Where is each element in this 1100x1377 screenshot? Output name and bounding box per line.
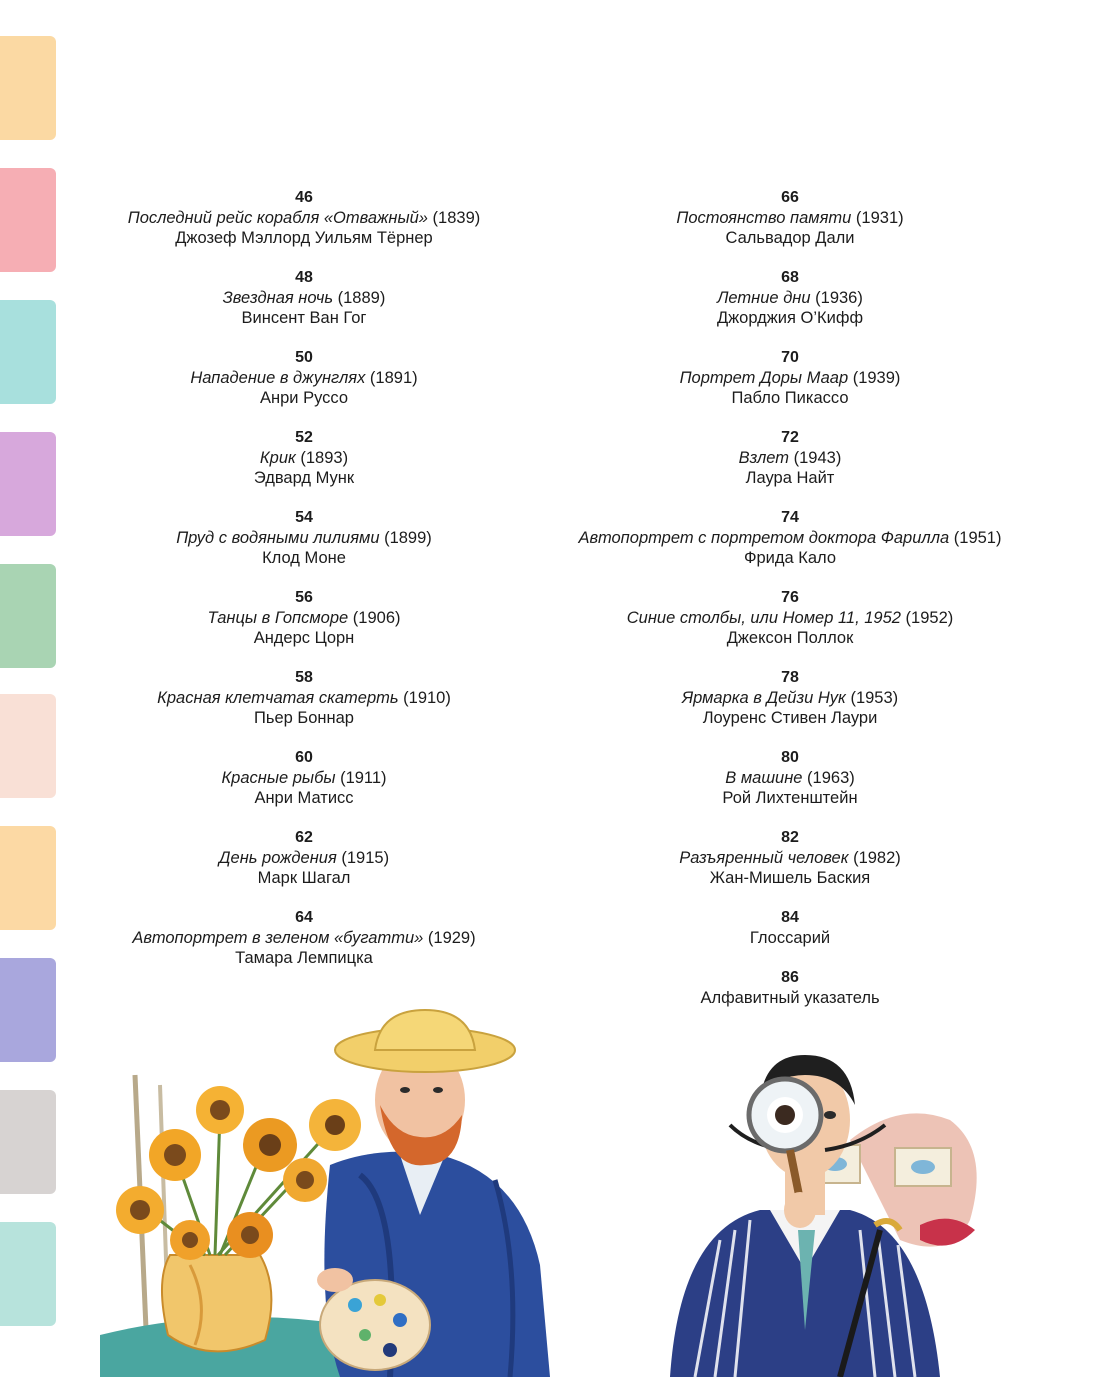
artwork-year: (1899) xyxy=(379,529,432,547)
artist-name: Эдвард Мунк xyxy=(253,469,355,487)
toc-entry[interactable] xyxy=(104,348,504,428)
artwork-year: (1911) xyxy=(335,769,387,787)
artist-name: Джорджия О’Кифф xyxy=(716,309,864,327)
artist-name: Пабло Пикассо xyxy=(731,389,849,407)
artist-name: Лоуренс Стивен Лаури xyxy=(702,709,878,727)
swatch-yellow xyxy=(0,826,56,930)
artwork-title: Портрет Доры Маар xyxy=(679,369,849,387)
artwork-year: (1906) xyxy=(348,609,401,627)
toc-left-column xyxy=(104,188,504,988)
artwork-title: Летние дни xyxy=(717,289,811,307)
artwork-title: Синие столбы, или Номер 11, 1952 xyxy=(626,609,901,627)
artwork-title: Крик xyxy=(259,449,296,467)
swatch-blush xyxy=(0,694,56,798)
artwork-year: (1929) xyxy=(423,929,476,947)
page-number: 68 xyxy=(781,269,799,286)
artwork-year: (1982) xyxy=(848,849,901,867)
dali-illustration xyxy=(650,1030,1010,1377)
page-number: 86 xyxy=(781,969,799,986)
page-number: 78 xyxy=(781,669,799,686)
artwork-year: (1889) xyxy=(333,289,386,307)
page-number: 58 xyxy=(295,669,313,686)
artwork-title: Красные рыбы xyxy=(221,769,336,787)
swatch-green xyxy=(0,564,56,668)
artwork-year: (1931) xyxy=(851,209,904,227)
color-swatch-strip xyxy=(0,0,60,1377)
artwork-title: Нападение в джунглях xyxy=(190,369,366,387)
artwork-title: Разъяренный человек xyxy=(679,849,849,867)
artwork-year: (1915) xyxy=(336,849,390,867)
toc-entry[interactable] xyxy=(104,428,504,508)
swatch-peach xyxy=(0,36,56,140)
swatch-turquoise xyxy=(0,300,56,404)
page-number: 52 xyxy=(295,429,313,446)
toc-entry[interactable] xyxy=(560,268,1020,348)
artwork-title: Автопортрет в зеленом «бугатти» xyxy=(132,929,424,947)
swatch-mint xyxy=(0,1222,56,1326)
artwork-year: (1943) xyxy=(789,449,842,467)
artist-name: Винсент Ван Гог xyxy=(241,309,367,327)
toc-entry[interactable] xyxy=(104,668,504,748)
artist-name: Лаура Найт xyxy=(745,469,835,487)
artist-name: Анри Руссо xyxy=(259,389,349,407)
page-number: 82 xyxy=(781,829,799,846)
toc-entry[interactable] xyxy=(104,908,504,988)
page-number: 66 xyxy=(781,189,799,206)
toc-entry[interactable] xyxy=(560,828,1020,908)
artist-name: Андерс Цорн xyxy=(253,629,355,647)
toc-entry[interactable] xyxy=(560,508,1020,588)
artwork-year: (1953) xyxy=(845,689,899,707)
artwork-title: Последний рейс корабля «Отважный» xyxy=(127,209,428,227)
artist-name: Фрида Кало xyxy=(743,549,837,567)
toc-entry[interactable] xyxy=(560,588,1020,668)
artist-name: Джексон Поллок xyxy=(726,629,854,647)
artwork-title: День рождения xyxy=(218,849,337,867)
artist-name: Сальвадор Дали xyxy=(725,229,855,247)
page-number: 76 xyxy=(781,589,799,606)
artist-name: Рой Лихтенштейн xyxy=(722,789,858,807)
toc-entry[interactable] xyxy=(104,508,504,588)
page-number: 54 xyxy=(295,509,313,526)
page-number: 62 xyxy=(295,829,313,846)
toc-entry-glossary[interactable] xyxy=(560,908,1020,968)
toc-entry[interactable] xyxy=(104,188,504,268)
artist-name: Жан-Мишель Баския xyxy=(709,869,871,887)
artist-name: Джозеф Мэллорд Уильям Тёрнер xyxy=(175,229,433,247)
toc-entry[interactable] xyxy=(560,428,1020,508)
page-number: 50 xyxy=(295,349,313,366)
section-name: Алфавитный указатель xyxy=(700,989,880,1007)
artwork-year: (1952) xyxy=(900,609,954,627)
page-number: 64 xyxy=(295,909,313,926)
page-number: 74 xyxy=(781,509,799,526)
toc-right-column xyxy=(560,188,1020,1048)
page-number: 56 xyxy=(295,589,313,606)
artwork-year: (1891) xyxy=(365,369,418,387)
artwork-title: Танцы в Гопсморе xyxy=(207,609,349,627)
section-name: Глоссарий xyxy=(749,929,831,947)
artwork-title: В машине xyxy=(725,769,803,787)
artwork-title: Взлет xyxy=(738,449,790,467)
artwork-year: (1893) xyxy=(295,449,349,467)
artwork-title: Пруд с водяными лилиями xyxy=(176,529,380,547)
toc-entry[interactable] xyxy=(560,188,1020,268)
artwork-title: Красная клетчатая скатерть xyxy=(157,689,399,707)
artist-name: Тамара Лемпицка xyxy=(235,949,373,967)
toc-entry[interactable] xyxy=(560,668,1020,748)
toc-entry[interactable] xyxy=(104,748,504,828)
artist-name: Пьер Боннар xyxy=(254,709,354,727)
swatch-violet xyxy=(0,958,56,1062)
toc-entry[interactable] xyxy=(104,588,504,668)
artist-name: Анри Матисс xyxy=(254,789,354,807)
swatch-lilac xyxy=(0,432,56,536)
artwork-year: (1910) xyxy=(398,689,451,707)
page-number: 60 xyxy=(295,749,313,766)
artwork-title: Постоянство памяти xyxy=(676,209,852,227)
artwork-year: (1951) xyxy=(949,529,1002,547)
swatch-grey xyxy=(0,1090,56,1194)
artwork-year: (1963) xyxy=(802,769,855,787)
artwork-title: Автопортрет с портретом доктора Фарилла xyxy=(578,529,950,547)
artwork-year: (1939) xyxy=(848,369,901,387)
artwork-title: Ярмарка в Дейзи Нук xyxy=(681,689,846,707)
page-number: 72 xyxy=(781,429,799,446)
page-number: 80 xyxy=(781,749,799,766)
page-number: 70 xyxy=(781,349,799,366)
toc-entry[interactable] xyxy=(560,348,1020,428)
toc-entry[interactable] xyxy=(560,748,1020,828)
page-number: 84 xyxy=(781,909,799,926)
page-number: 46 xyxy=(295,189,313,206)
artist-name: Марк Шагал xyxy=(257,869,351,887)
toc-entry[interactable] xyxy=(104,828,504,908)
artwork-year: (1936) xyxy=(810,289,863,307)
toc-entry[interactable] xyxy=(104,268,504,348)
artwork-year: (1839) xyxy=(427,209,481,227)
page-number: 48 xyxy=(295,269,313,286)
artwork-title: Звездная ночь xyxy=(222,289,334,307)
swatch-pink xyxy=(0,168,56,272)
van-gogh-illustration xyxy=(100,1005,550,1377)
artist-name: Клод Моне xyxy=(262,549,346,567)
